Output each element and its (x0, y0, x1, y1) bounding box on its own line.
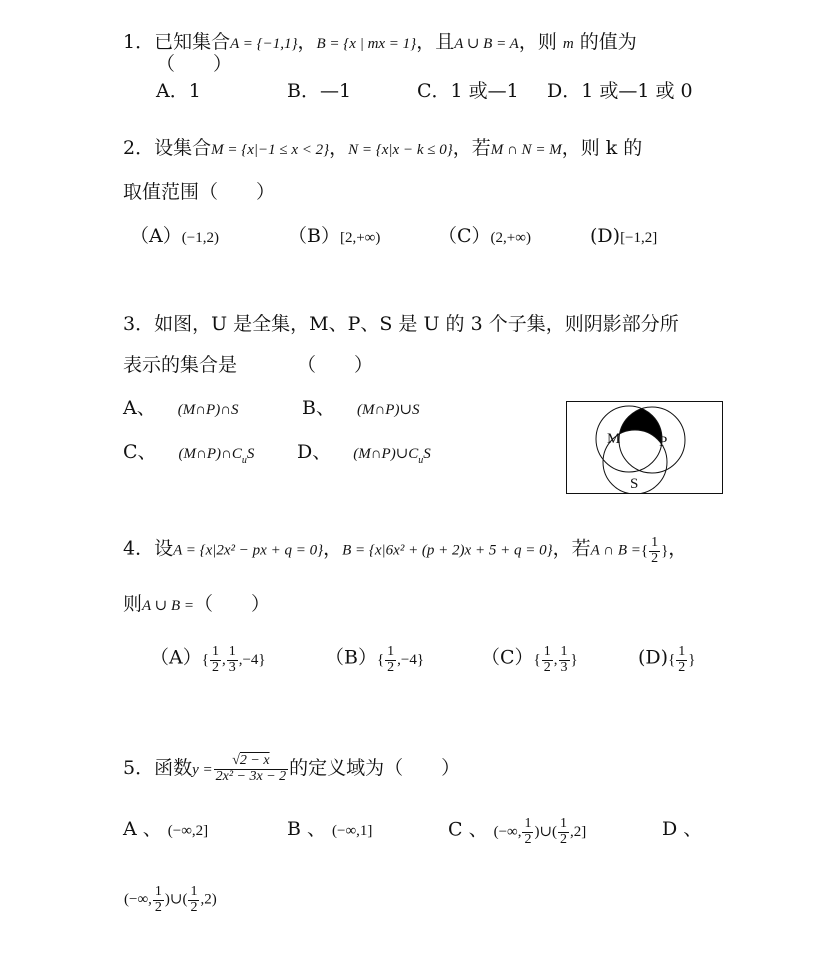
q4-option-b (325, 645, 424, 675)
q4-option-d (638, 645, 695, 675)
q3-blank: （ ） (297, 354, 374, 376)
q2-stem-line (123, 136, 642, 162)
q5-y-eq: y = (192, 762, 213, 779)
q3-option-b (302, 396, 420, 422)
q3-option-c-sub: u (241, 454, 247, 466)
q1-condition: A ∪ B = A (454, 36, 519, 52)
q5-option-a-label: A 、 (123, 818, 162, 840)
q4-set-a: A = {x|2x² − px + q = 0} (173, 542, 324, 559)
q4-option-c-label: （C） (481, 646, 534, 669)
venn-label-m: M (607, 431, 621, 447)
q1-number: 1．已知集合 (123, 31, 231, 53)
q2-set-m: M = {x|−1 ≤ x < 2} (211, 142, 330, 158)
q3-option-b-label: B、 (302, 397, 335, 419)
q2-option-c-value: (2,+∞) (490, 230, 531, 246)
q4-option-d-value: { $\frac{1}{2}$ } (668, 644, 696, 675)
q3-line1: 3．如图，U 是全集，M、P、S 是 U 的 3 个子集，则阴影部分所 (123, 313, 679, 335)
q5-numerator: √2 − x (232, 753, 270, 768)
q1-option-d: D．1 或—1 或 0 (547, 80, 693, 102)
q4-option-b-label: （B） (325, 646, 377, 669)
q1-option-c: C．1 或—1 (417, 80, 519, 102)
q4-stem-line (123, 536, 687, 566)
q5-option-c (448, 817, 586, 847)
q3-option-c-label: C、 (123, 441, 157, 463)
q3-option-d-sub: u (418, 454, 424, 466)
q4-line2-pre: 则 (123, 593, 143, 615)
q3-option-d-tail: S (423, 446, 431, 462)
q5-option-d-label: D 、 (662, 818, 703, 840)
q4-option-c-value: { $\frac{1}{2}$ , $\frac{1}{3}$ } (533, 644, 578, 675)
q1-cond-pre: ，且 (416, 31, 455, 53)
q2-option-d-value: [−1,2] (620, 230, 658, 246)
q4-blank: （ ） (194, 593, 271, 615)
q4-option-d-label: (D) (638, 646, 669, 669)
q5-number: 5．函数 (123, 757, 193, 780)
q5-option-b (287, 817, 372, 843)
q4-number: 4．设 (123, 537, 174, 560)
q1-variable: m (562, 36, 574, 52)
q4-cond-half: $\frac{1}{2}$ (651, 535, 659, 566)
q4-option-c (481, 645, 578, 675)
q5-option-a (123, 817, 208, 843)
q2-option-a (130, 224, 219, 250)
q2-line2: 取值范围（ ） (123, 181, 276, 203)
q4-option-a (150, 645, 266, 675)
q2-option-b (288, 224, 380, 250)
q1-sep: ， (297, 31, 317, 53)
q3-option-a-label: A、 (123, 397, 156, 419)
q4-set-b: B = {x|6x² + (p + 2)x + 5 + q = 0} (342, 542, 553, 559)
q1-option-b: B．—1 (287, 80, 352, 102)
q3-option-c-tail: S (246, 446, 255, 462)
q4-option-a-value: { $\frac{1}{2}$ , $\frac{1}{3}$ ,−4} (201, 644, 266, 675)
q2-option-d (590, 224, 657, 250)
q2-option-c (438, 224, 531, 250)
q1-set-a: A = {−1,1} (230, 36, 298, 52)
q3-option-a (123, 396, 239, 422)
q3-option-c-value: (M∩P)∩C (178, 446, 242, 462)
q3-line2 (123, 353, 373, 377)
q2-number: 2．设集合 (123, 137, 212, 159)
q4-line2-expr: A ∪ B = (142, 598, 195, 614)
q2-set-n: N = {x|x − k ≤ 0} (348, 142, 453, 158)
venn-diagram (566, 401, 723, 494)
q2-option-a-label: （A） (130, 225, 182, 247)
q3-option-d-label: D、 (297, 441, 332, 463)
q3-option-a-value: (M∩P)∩S (177, 402, 239, 418)
q2-option-c-label: （C） (438, 225, 491, 247)
q5-stem-line (123, 754, 460, 784)
q3-option-b-value: (M∩P)∪S (356, 402, 420, 418)
q4-line2 (123, 592, 270, 618)
q4-tail: ， (668, 537, 688, 560)
q2-cond-pre: ，若 (452, 137, 491, 159)
q3-option-d (297, 440, 431, 473)
q3-option-d-value: (M∩P)∪C (353, 446, 419, 462)
q4-cond-set: { $\frac{1}{2}$ } (640, 535, 669, 566)
q4-cond-pre: ，若 (552, 537, 591, 560)
q3-line2-text: 表示的集合是 (123, 354, 238, 376)
q2-option-b-label: （B） (288, 225, 340, 247)
q2-condition: M ∩ N = M (490, 142, 562, 158)
q5-denominator: 2x² − 3x − 2 (215, 768, 287, 784)
q5-option-d-value: (−∞, $\frac{1}{2}$ )∪( $\frac{1}{2}$ ,2) (124, 884, 217, 915)
q2-option-d-label: (D) (590, 225, 621, 247)
venn-label-s: S (630, 476, 639, 492)
q5-option-b-value: (−∞,1] (332, 823, 373, 839)
q2-tail: ，则 k 的 (561, 137, 643, 159)
q2-sep: ， (329, 137, 349, 159)
q5-fraction (214, 754, 289, 784)
q3-option-c (123, 440, 254, 473)
q5-ask: 的定义域为（ ） (289, 757, 461, 780)
q1-option-a: A．1 (156, 80, 201, 102)
q4-condition: A ∩ B = (590, 542, 641, 559)
q4-option-b-value: { $\frac{1}{2}$ ,−4} (376, 644, 425, 675)
q5-option-c-label: C 、 (448, 818, 488, 841)
q2-option-a-value: (−1,2) (181, 230, 219, 246)
q2-option-b-value: [2,+∞) (339, 230, 381, 246)
q1-set-b: B = {x | mx = 1} (316, 36, 417, 52)
q1-blank: （ ） (156, 53, 233, 75)
q1-ask: 的值为 (579, 31, 637, 53)
q1-cond-post: ，则 (518, 31, 557, 53)
q5-option-b-label: B 、 (287, 818, 327, 840)
q4-sep: ， (323, 537, 343, 560)
q5-option-a-value: (−∞,2] (167, 823, 209, 839)
q4-option-a-label: （A） (150, 646, 202, 669)
q5-option-c-value: (−∞, $\frac{1}{2}$ )∪( $\frac{1}{2}$ ,2] (493, 816, 587, 847)
venn-label-p: P (659, 434, 668, 450)
